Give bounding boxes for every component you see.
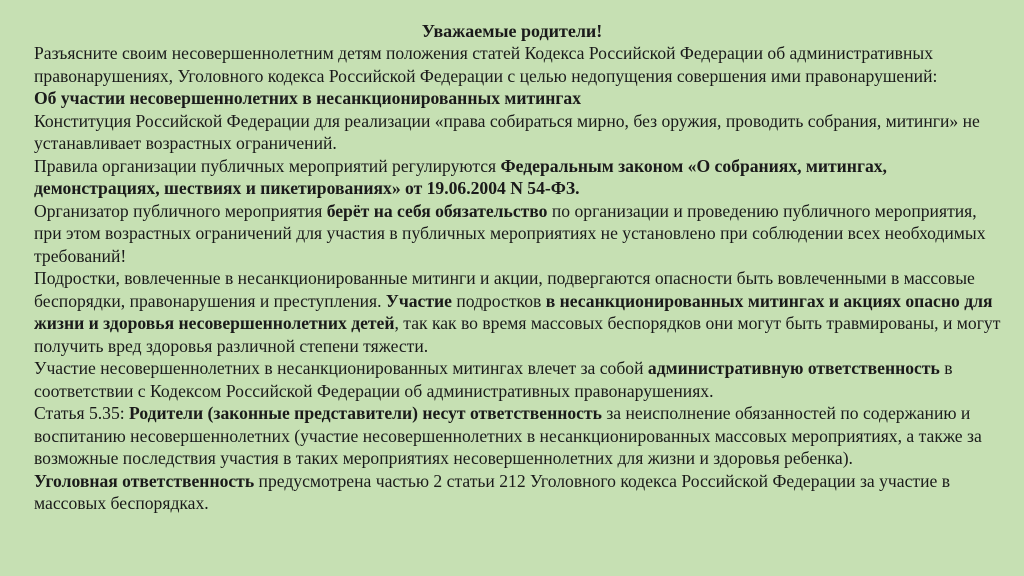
paragraph-danger	[34, 267, 1004, 357]
para5-text-1: Участие несовершеннолетних в несанкционированных митингах влечет за собой	[34, 358, 648, 378]
section-title	[34, 87, 1004, 110]
intro-paragraph: Разъясните своим несовершеннолетним детям положения статей Кодекса Российской Федерации об административных правонарушениях, Уголовного кодекса Российской Федерации с целью недопущения совершения ими правонарушений:	[34, 43, 938, 86]
paragraph-organizer	[34, 200, 1004, 268]
para4-text-3: , так как во время массовых беспорядков они могут быть травмированы, и могут получить вред здоровья различной степени тяжести.	[34, 313, 1001, 356]
slide-body	[34, 42, 1004, 515]
paragraph-criminal-liability	[34, 470, 1004, 515]
paragraph-article-5-35	[34, 402, 1004, 470]
para7-bold: Уголовная ответственность	[34, 470, 255, 491]
para3-bold: берёт на себя обязательство	[326, 200, 548, 221]
para7-text: предусмотрена частью 2 статьи 212 Уголовного кодекса Российской Федерации за участие в массовых беспорядках.	[34, 470, 951, 513]
para3-text-2: по организации и проведению публичного мероприятия, при этом возрастных ограничений для участия в публичных мероприятиях не установлено при соблюдении всех необходимых требований!	[34, 200, 986, 266]
para3-text-1: Организатор публичного мероприятия	[34, 200, 327, 221]
para6-text-1: Статья 5.35:	[34, 403, 130, 423]
paragraph-federal-law	[34, 155, 1004, 200]
paragraph-constitution: Конституция Российской Федерации для реализации «права собираться мирно, без оружия, проводить собрания, митинги» не устанавливает возрастных ограничений.	[34, 110, 980, 153]
section-title-text: Об участии несовершеннолетних в несанкционированных митингах	[34, 88, 582, 108]
para6-bold: Родители (законные представители) несут ответственность	[129, 403, 602, 423]
para4-text-1: Подростки, вовлеченные в несанкционированные митинги и акции, подвергаются опасности быть вовлеченными в массовые беспорядки, правонарушения и преступления.	[34, 268, 975, 311]
para4-bold-2: в несанкционированных митингах и акциях опасно для жизни и здоровья несовершеннолетних детей	[34, 290, 993, 333]
para4-bold-1: Участие	[385, 290, 452, 311]
para2-bold: Федеральным законом «О собраниях, митингах, демонстрациях, шествиях и пикетированиях» от 19.06.2004 N 54-ФЗ.	[34, 155, 887, 198]
para4-text-2: подростков	[451, 290, 546, 311]
para6-text-2: за неисполнение обязанностей по содержанию и воспитанию несовершеннолетних (участие несовершеннолетних в несанкционированных массовых мероприятиях, а также за возможные последствия участия в таких мероприятиях несовершеннолетних для жизни и здоровья ребенка).	[34, 403, 982, 468]
para2-text: Правила организации публичных мероприятий регулируются	[34, 155, 501, 176]
paragraph-admin-liability	[34, 357, 1004, 402]
para5-text-2: в соответствии с Кодексом Российской Федерации об административных правонарушениях.	[34, 358, 953, 401]
slide-heading: Уважаемые родители!	[421, 21, 603, 41]
para5-bold: административную ответственность	[647, 358, 940, 378]
